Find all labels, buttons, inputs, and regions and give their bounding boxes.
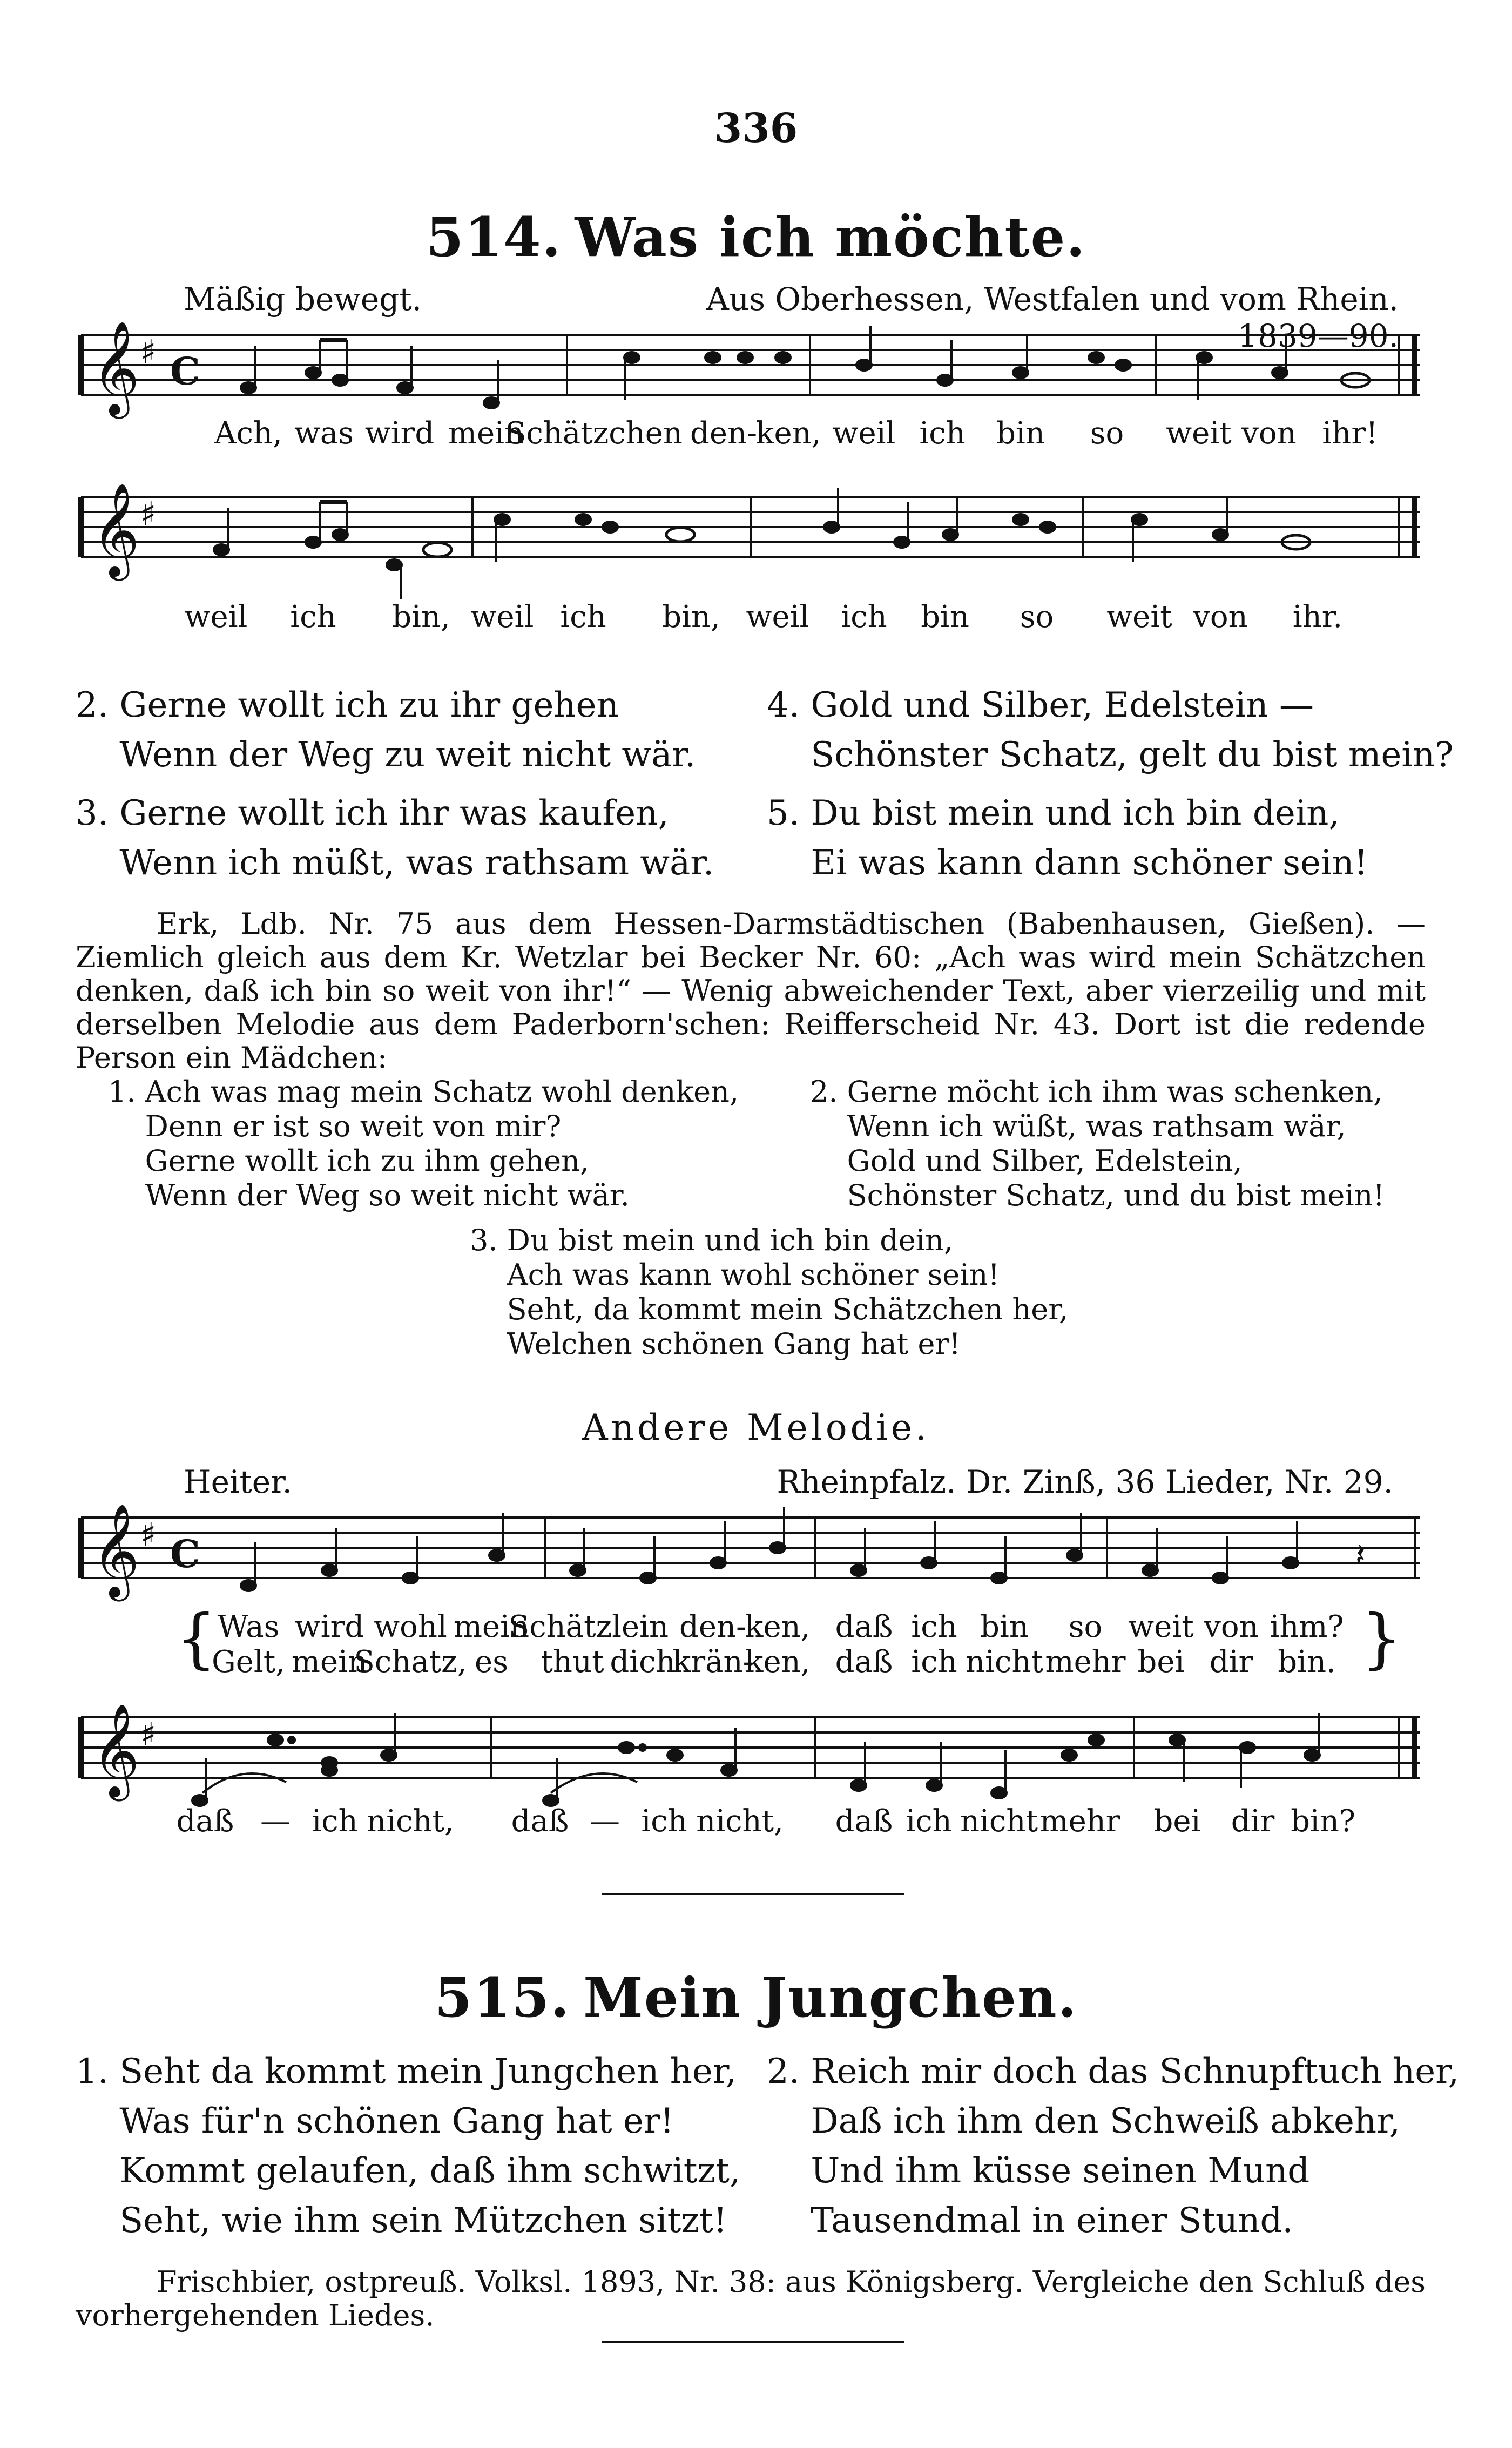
lyric-syllable: ich [290,599,336,635]
lyric-syllable: daß [835,1804,893,1839]
lyrics-row-4 [0,1804,1512,1842]
svg-text:C: C [170,1532,200,1576]
lyric-syllable: ich [911,1609,957,1644]
lyric-syllable: bin. [1278,1644,1336,1680]
lyric-syllable: weit [1166,416,1232,451]
song-515-verse-2: 2. Reich mir doch das Schnupftuch her, Daß ich ihm den Schweiß abkehr, Und ihm küsse seinen Mund Tausendmal in einer Stund. [767,2052,1459,2241]
verse-3: 3. Gerne wollt ich ihr was kaufen, Wenn ich müßt, was rathsam wär. [76,793,714,883]
lyrics-row-1 [0,416,1512,454]
lyric-syllable: ich [560,599,606,635]
lyric-syllable: daß [835,1644,893,1680]
lyric-syllable: wird [364,416,435,451]
lyric-syllable: daß [511,1804,569,1839]
other-melody-heading: Andere Melodie. [582,1407,930,1448]
lyric-syllable: dich [610,1644,676,1680]
verse-5: 5. Du bist mein und ich bin dein, Ei was kann dann schöner sein! [767,793,1368,883]
lyric-syllable: Was [217,1609,280,1644]
song-515-title [0,1966,1512,2029]
lyric-syllable: weil [832,416,896,451]
lyric-syllable: nicht [960,1804,1038,1839]
lyric-syllable: thut [541,1644,604,1680]
lyric-syllable: bei [1153,1804,1201,1839]
lyrics-row-3b [0,1644,1512,1682]
lyric-syllable: bin [996,416,1045,451]
lyric-syllable: von [1204,1609,1259,1644]
lyric-syllable: Schätzlein [508,1609,669,1644]
lyric-syllable: nicht, [696,1804,784,1839]
lyric-syllable: ich [641,1804,687,1839]
lyric-syllable: weit [1106,599,1172,635]
lyric-syllable: mehr [1040,1804,1120,1839]
verse-4: 4. Gold und Silber, Edelstein — Schönster Schatz, gelt du bist mein? [767,685,1454,775]
lyric-syllable: krän- [672,1644,753,1680]
lyric-syllable: wohl [374,1609,447,1644]
lyric-syllable: ken, [745,1644,811,1680]
lyric-syllable: weil [470,599,534,635]
lyric-syllable: von [1241,416,1297,451]
lyric-syllable: ich [906,1804,952,1839]
lyric-syllable: dir [1231,1804,1275,1839]
melody-source: Aus Oberhessen, Westfalen und vom Rhein. 1839—90. [706,281,1399,354]
lyric-syllable: es [475,1644,508,1680]
lyric-syllable: ich [911,1644,957,1680]
song-514-title [0,205,1512,269]
svg-text:♯: ♯ [140,495,157,533]
lyric-syllable: ken, [755,416,821,451]
svg-text:𝄽: 𝄽 [1355,1536,1366,1574]
lyric-syllable: Gelt, [211,1644,286,1680]
editorial-note: Erk, Ldb. Nr. 75 aus dem Hessen-Darmstädtischen (Babenhausen, Gießen). — Ziemlich gleich aus dem Kr. Wetzlar bei Becker Nr. 60: „Ach was wird mein Schätzchen denken, daß ich bin so weit von ihr!“ — Wenig abweichender Text, aber vierzeilig und mit derselben Melodie aus dem Paderborn'schen: Reifferscheid Nr. 43. Dort ist die redende Person ein Mädchen: [76,907,1426,1075]
bottom-divider [602,2341,905,2343]
lyric-syllable: was [294,416,354,451]
verse-2: 2. Gerne wollt ich zu ihr gehen Wenn der Weg zu weit nicht wär. [76,685,696,775]
svg-text:♯: ♯ [140,1516,157,1554]
lyric-syllable: so [1090,416,1124,451]
lyric-syllable: so [1020,599,1054,635]
lyric-syllable: nicht [966,1644,1043,1680]
lyric-syllable: ken, [745,1609,811,1644]
music-staff-3 [81,1503,1431,1615]
lyric-syllable: den- [690,416,757,451]
lyric-syllable: so [1068,1609,1103,1644]
song-514-name: Was ich möchte. [575,205,1086,269]
lyric-syllable: bin? [1291,1804,1355,1839]
lyric-syllable: — [590,1804,620,1839]
alt-verse-3: 3. Du bist mein und ich bin dein, Ach was kann wohl schöner sein! Seht, da kommt mein Schätzchen her, Welchen schönen Gang hat er! [470,1223,1069,1361]
song-514-number: 514. [426,205,562,269]
svg-text:𝄞: 𝄞 [92,1703,140,1797]
song-515-note: Frischbier, ostpreuß. Volksl. 1893, Nr. 38: aus Königsberg. Vergleiche den Schluß des vorhergehenden Liedes. [76,2265,1426,2332]
lyric-syllable: mein [291,1644,368,1680]
lyric-syllable: ihr! [1322,416,1378,451]
lyric-syllable: Schatz, [354,1644,467,1680]
svg-text:♯: ♯ [140,333,157,371]
alt-verse-2: 2. Gerne möcht ich ihm was schenken, Wenn ich wüßt, was rathsam wär, Gold und Silber, Edelstein, Schönster Schatz, und du bist mein! [810,1075,1385,1212]
lyric-syllable: ich [312,1804,358,1839]
svg-text:𝄞: 𝄞 [92,483,140,577]
lyric-syllable: bin, [662,599,720,635]
alt-verse-1: 1. Ach was mag mein Schatz wohl denken, Denn er ist so weit von mir? Gerne wollt ich zu ihm gehen, Wenn der Weg so weit nicht wär. [108,1075,739,1212]
lyric-syllable: dir [1209,1644,1253,1680]
lyric-syllable: daß [835,1609,893,1644]
svg-text:C: C [170,349,200,394]
lyric-syllable: bin [921,599,969,635]
song-515-number: 515. [434,1966,571,2029]
svg-text:𝄞: 𝄞 [92,1503,140,1597]
lyric-syllable: ihr. [1292,599,1343,635]
brace-right: } [1361,1601,1402,1676]
lyric-syllable: daß [176,1804,234,1839]
lyric-syllable: mein [453,1609,530,1644]
lyric-syllable: ich [919,416,966,451]
lyric-syllable: bei [1137,1644,1185,1680]
svg-text:♯: ♯ [140,1716,157,1754]
lyric-syllable: weil [746,599,809,635]
lyric-syllable: ich [841,599,887,635]
lyric-syllable: nicht, [367,1804,454,1839]
lyric-syllable: mein [448,416,524,451]
song-515-name: Mein Jungchen. [583,1966,1078,2029]
lyric-syllable: wird [294,1609,364,1644]
brace-left: { [176,1601,217,1676]
lyric-syllable: ihm? [1270,1609,1344,1644]
section-divider [602,1893,905,1895]
lyric-syllable: Schätzchen [505,416,683,451]
lyrics-row-3a [0,1609,1512,1647]
song-515-verse-1: 1. Seht da kommt mein Jungchen her, Was für'n schönen Gang hat er! Kommt gelaufen, daß ihm schwitzt, Seht, wie ihm sein Mützchen sitzt! [76,2052,741,2241]
melody-source-2: Rheinpfalz. Dr. Zinß, 36 Lieder, Nr. 29. [777,1464,1393,1500]
lyrics-row-2 [0,599,1512,637]
lyric-syllable: bin, [392,599,450,635]
lyric-syllable: den- [679,1609,746,1644]
tempo-marking: Mäßig bewegt. [184,281,422,318]
lyric-syllable: weil [184,599,248,635]
music-staff-4 [81,1703,1431,1815]
svg-text:𝄞: 𝄞 [92,321,140,415]
lyric-syllable: — [260,1804,291,1839]
lyric-syllable: Ach, [214,416,282,451]
lyric-syllable: bin [980,1609,1029,1644]
lyric-syllable: weit [1128,1609,1194,1644]
lyric-syllable: von [1193,599,1248,635]
page-number: 336 [714,105,798,152]
tempo-marking-2: Heiter. [184,1464,292,1500]
lyric-syllable: mehr [1045,1644,1126,1680]
